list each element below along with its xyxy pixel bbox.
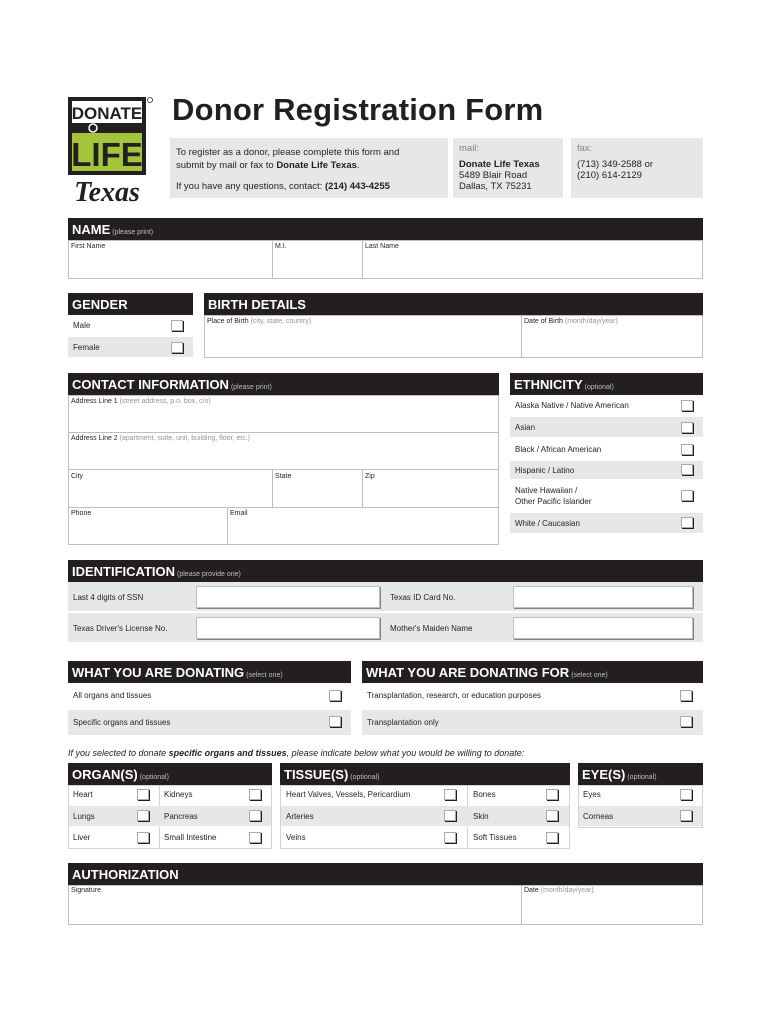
drivers-license-input[interactable] — [196, 617, 380, 639]
maiden-name-label: Mother's Maiden Name — [390, 624, 473, 633]
native-american-checkbox[interactable] — [681, 400, 693, 411]
female-checkbox[interactable] — [171, 342, 183, 353]
mi-label: M.I. — [275, 243, 287, 250]
organ-pancreas: Pancreas — [164, 812, 198, 821]
signature-label: Signature — [71, 887, 101, 894]
organ-kidneys: Kidneys — [164, 790, 193, 799]
mail-label: mail: — [459, 143, 480, 154]
bones-checkbox[interactable] — [546, 789, 558, 800]
mail-name: Donate Life Texas — [459, 159, 540, 170]
gender-option-female[interactable]: Female — [68, 337, 193, 358]
ssn-input[interactable] — [196, 586, 380, 608]
zip-label: Zip — [365, 473, 375, 480]
soft-tissues-checkbox[interactable] — [546, 832, 558, 843]
city-label: City — [71, 473, 84, 480]
fax-number-2: (210) 614-2129 — [577, 170, 642, 181]
tissue-bones: Bones — [473, 790, 496, 799]
organ-small-intestine: Small Intestine — [164, 833, 217, 842]
arteries-checkbox[interactable] — [444, 810, 456, 821]
donate-life-texas-logo — [68, 97, 153, 209]
all-organs-checkbox[interactable] — [329, 690, 341, 701]
mail-info — [453, 138, 563, 198]
svg-text:Texas: Texas — [74, 177, 140, 208]
eye-eyes: Eyes — [583, 790, 601, 799]
pancreas-checkbox[interactable] — [249, 810, 261, 821]
intro-box — [170, 138, 448, 198]
address-line-1-field[interactable] — [69, 407, 498, 431]
tissue-veins: Veins — [286, 833, 306, 842]
liver-checkbox[interactable] — [137, 832, 149, 843]
mi-field[interactable] — [273, 252, 361, 278]
address-line-2-field[interactable] — [69, 444, 498, 468]
last-name-label: Last Name — [365, 243, 399, 250]
specific-organs-checkbox[interactable] — [329, 716, 341, 727]
email-field[interactable] — [228, 519, 498, 544]
first-name-field[interactable] — [69, 252, 271, 278]
svg-text:LIFE: LIFE — [71, 136, 143, 173]
organ-heart: Heart — [73, 790, 93, 799]
texas-id-label: Texas ID Card No. — [390, 593, 456, 602]
state-field[interactable] — [273, 482, 361, 506]
auth-date-label: Date (month/day/year) — [524, 887, 594, 894]
gender-option-male[interactable]: Male — [68, 315, 193, 336]
name-section-header: NAME (please print) — [68, 218, 703, 240]
pacific-islander-checkbox[interactable] — [681, 490, 693, 501]
heart-checkbox[interactable] — [137, 789, 149, 800]
fax-info — [571, 138, 703, 198]
place-of-birth-field[interactable] — [205, 328, 520, 357]
ethnicity-option-hispanic[interactable]: Hispanic / Latino — [510, 461, 703, 480]
date-of-birth-field[interactable] — [522, 328, 702, 357]
first-name-label: First Name — [71, 243, 106, 250]
ethnicity-option-native-american[interactable]: Alaska Native / Native American — [510, 395, 703, 416]
skin-checkbox[interactable] — [546, 810, 558, 821]
svg-text:DONATE: DONATE — [71, 104, 143, 123]
phone-field[interactable] — [69, 519, 226, 544]
kidneys-checkbox[interactable] — [249, 789, 261, 800]
identification-section-header: IDENTIFICATION (please provide one) — [68, 560, 703, 582]
organ-liver: Liver — [73, 833, 91, 842]
donating-section-header: WHAT YOU ARE DONATING (select one) — [68, 661, 351, 683]
eyes-checkbox[interactable] — [680, 789, 692, 800]
auth-date-field[interactable] — [522, 897, 702, 924]
phone-label: Phone — [71, 510, 92, 517]
drivers-license-label: Texas Driver's License No. — [73, 624, 168, 633]
specific-donation-note: If you selected to donate specific organs and tissues, please indicate below what you would be willing to donate: — [68, 748, 525, 758]
texas-id-input[interactable] — [513, 586, 693, 608]
veins-checkbox[interactable] — [444, 832, 456, 843]
asian-checkbox[interactable] — [681, 422, 693, 433]
contact-section-header: CONTACT INFORMATION (please print) — [68, 373, 499, 395]
fax-label: fax: — [577, 143, 593, 154]
male-checkbox[interactable] — [171, 320, 183, 331]
donating-for-section-header: WHAT YOU ARE DONATING FOR (select one) — [362, 661, 703, 683]
tissue-heart-valves: Heart Valves, Vessels, Pericardium — [286, 790, 411, 799]
mail-city: Dallas, TX 75231 — [459, 181, 532, 192]
authorization-section-header: AUTHORIZATION — [68, 863, 703, 885]
eye-corneas: Corneas — [583, 812, 614, 821]
ethnicity-option-pacific-islander[interactable]: Native Hawaiian / Other Pacific Islander — [510, 481, 703, 512]
transplant-only-checkbox[interactable] — [680, 716, 692, 727]
donating-option-all[interactable]: All organs and tissues — [68, 683, 351, 709]
black-checkbox[interactable] — [681, 444, 693, 455]
last-name-field[interactable] — [363, 252, 702, 278]
zip-field[interactable] — [363, 482, 498, 506]
signature-field[interactable] — [69, 897, 520, 924]
email-label: Email — [230, 510, 248, 517]
ssn-label: Last 4 digits of SSN — [73, 593, 144, 602]
gender-section-header: GENDER — [68, 293, 193, 315]
tissues-section-header: TISSUE(S) (optional) — [280, 763, 570, 785]
intro-text-line2: submit by mail or fax to Donate Life Texas. — [176, 159, 360, 171]
ethnicity-option-black[interactable]: Black / African American — [510, 439, 703, 460]
intro-text-line1: To register as a donor, please complete this form and — [176, 147, 400, 158]
lungs-checkbox[interactable] — [137, 810, 149, 821]
fax-number-1: (713) 349-2588 or — [577, 159, 654, 170]
eyes-section-header: EYE(S) (optional) — [578, 763, 703, 785]
ethnicity-option-asian[interactable]: Asian — [510, 417, 703, 438]
mail-street: 5489 Blair Road — [459, 170, 528, 181]
all-purposes-checkbox[interactable] — [680, 690, 692, 701]
state-label: State — [275, 473, 292, 480]
corneas-checkbox[interactable] — [680, 810, 692, 821]
address-line-2-label: Address Line 2 (apartment, suite, unit, building, floor, etc.) — [71, 435, 251, 442]
maiden-name-input[interactable] — [513, 617, 693, 639]
ethnicity-option-white[interactable]: White / Caucasian — [510, 513, 703, 534]
city-field[interactable] — [69, 482, 271, 506]
tissue-soft-tissues: Soft Tissues — [473, 833, 517, 842]
white-checkbox[interactable] — [681, 517, 693, 528]
ethnicity-section-header: ETHNICITY (optional) — [510, 373, 703, 395]
organs-section-header: ORGAN(S) (optional) — [68, 763, 272, 785]
small-intestine-checkbox[interactable] — [249, 832, 261, 843]
page-title: Donor Registration Form — [172, 92, 544, 127]
hispanic-checkbox[interactable] — [681, 464, 693, 475]
address-line-1-label: Address Line 1 (street address, p.o. box, c/o) — [71, 398, 211, 405]
date-of-birth-label: Date of Birth (month/day/year) — [524, 318, 618, 325]
donating-option-specific[interactable]: Specific organs and tissues — [68, 710, 351, 736]
tissue-skin: Skin — [473, 812, 489, 821]
intro-contact: If you have any questions, contact: (214) 443-4255 — [176, 181, 390, 192]
place-of-birth-label: Place of Birth (city, state, country) — [207, 318, 312, 325]
donating-for-option-all-purposes[interactable]: Transplantation, research, or education purposes — [362, 683, 703, 709]
heart-valves-checkbox[interactable] — [444, 789, 456, 800]
organ-lungs: Lungs — [73, 812, 95, 821]
donating-for-option-transplant-only[interactable]: Transplantation only — [362, 710, 703, 736]
birth-section-header: BIRTH DETAILS — [204, 293, 703, 315]
tissue-arteries: Arteries — [286, 812, 314, 821]
